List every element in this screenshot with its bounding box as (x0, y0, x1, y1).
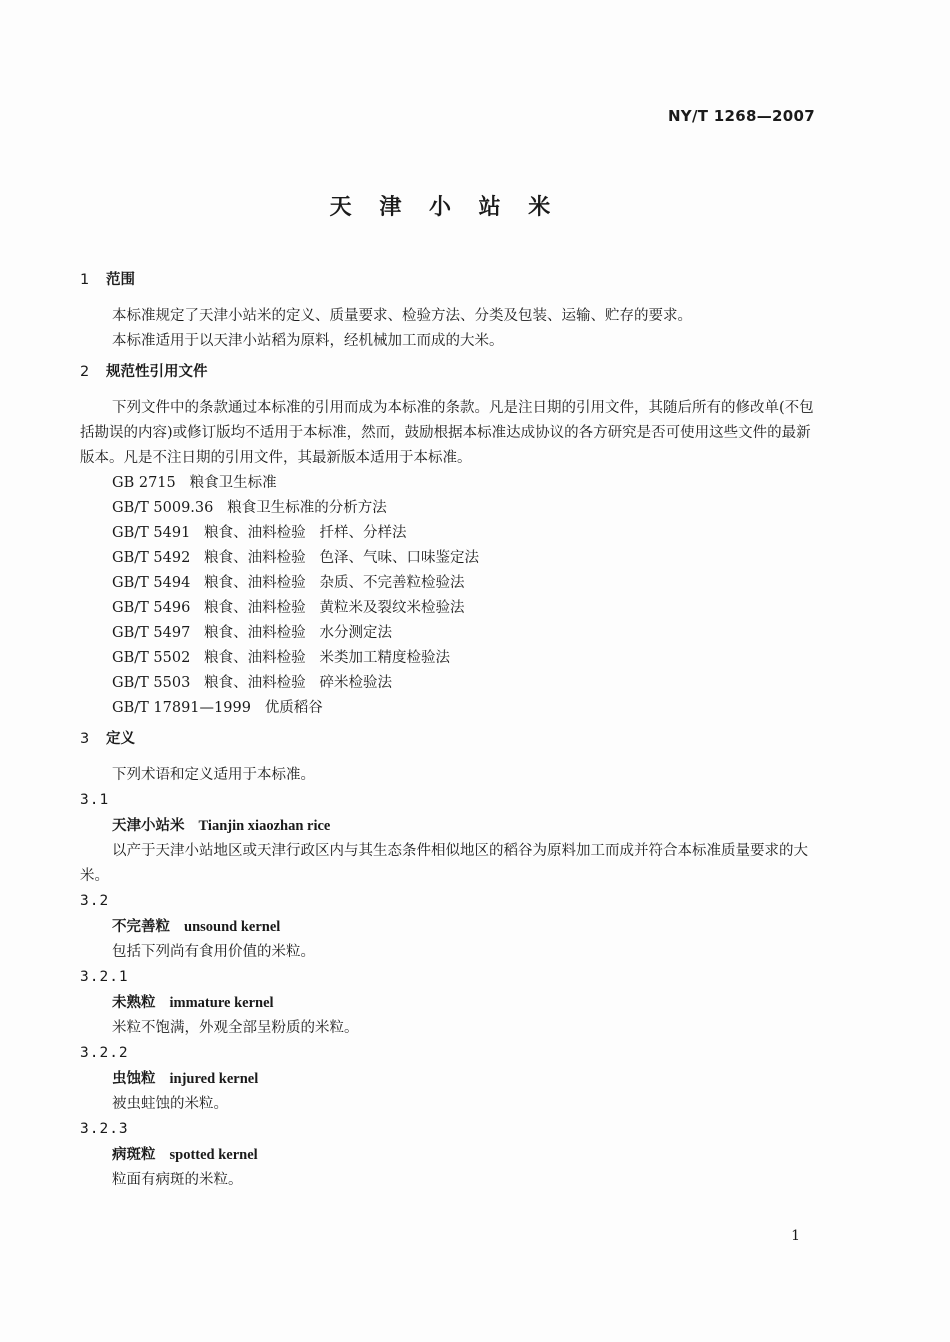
section-number: 3 (80, 731, 90, 747)
term-definition: 被虫蛀蚀的米粒。 (112, 1096, 228, 1112)
term-heading (80, 914, 820, 940)
section-heading-scope (80, 268, 820, 293)
section-number: 1 (80, 272, 90, 288)
clause-number: 3.2.3 (80, 1121, 129, 1137)
term-heading (80, 1142, 820, 1168)
reference-item: GB/T 5496 粮食、油料检验 黄粒米及裂纹米检验法 (112, 600, 465, 616)
section-heading-normative-references (80, 360, 820, 385)
reference-item: GB/T 5491 粮食、油料检验 扦样、分样法 (112, 525, 407, 541)
page-number: 1 (791, 1228, 800, 1244)
term-heading (80, 813, 820, 839)
reference-item: GB/T 17891—1999 优质稻谷 (112, 700, 323, 716)
term-heading (80, 1066, 820, 1092)
document-title: 天 津 小 站 米 (329, 195, 561, 220)
term-heading (80, 990, 820, 1016)
term-cn: 病斑粒 (112, 1146, 156, 1163)
term-definition: 以产于天津小站地区或天津行政区内与其生态条件相似地区的稻谷为原料加工而成并符合本标准质量要求的大米。 (80, 843, 808, 884)
section-title: 定义 (106, 731, 135, 747)
reference-item: GB/T 5492 粮食、油料检验 色泽、气味、口味鉴定法 (112, 550, 479, 566)
term-definition: 米粒不饱满，外观全部呈粉质的米粒。 (112, 1020, 359, 1036)
reference-item: GB 2715 粮食卫生标准 (112, 475, 277, 491)
reference-item: GB/T 5497 粮食、油料检验 水分测定法 (112, 625, 392, 641)
term-definition: 包括下列尚有食用价值的米粒。 (112, 944, 315, 960)
term-en: spotted kernel (169, 1147, 258, 1163)
document-body (80, 268, 820, 1193)
clause-number: 3.2.2 (80, 1045, 129, 1061)
term-cn: 不完善粒 (112, 918, 170, 935)
paragraph: 本标准适用于以天津小站稻为原料，经机械加工而成的大米。 (112, 333, 504, 349)
section-title: 范围 (106, 272, 135, 288)
section-title: 规范性引用文件 (106, 364, 208, 380)
clause-number: 3.2.1 (80, 969, 129, 985)
reference-item: GB/T 5502 粮食、油料检验 米类加工精度检验法 (112, 650, 450, 666)
term-en: unsound kernel (184, 919, 281, 935)
term-en: Tianjin xiaozhan rice (198, 818, 331, 834)
standard-code: NY/T 1268—2007 (667, 107, 815, 125)
reference-item: GB/T 5009.36 粮食卫生标准的分析方法 (112, 500, 387, 516)
term-cn: 未熟粒 (112, 994, 156, 1011)
section-number: 2 (80, 364, 90, 380)
section-heading-definitions (80, 727, 820, 752)
paragraph: 下列术语和定义适用于本标准。 (112, 767, 315, 783)
paragraph: 下列文件中的条款通过本标准的引用而成为本标准的条款。凡是注日期的引用文件，其随后所有的修改单(不包括勘误的内容)或修订版均不适用于本标准，然而，鼓励根据本标准达成协议的各方研究是否可使用这些文件的最新版本。凡是不注日期的引用文件，其最新版本适用于本标准。 (80, 400, 814, 466)
reference-item: GB/T 5494 粮食、油料检验 杂质、不完善粒检验法 (112, 575, 465, 591)
term-cn: 虫蚀粒 (112, 1070, 156, 1087)
clause-number: 3.2 (80, 893, 110, 909)
term-definition: 粒面有病斑的米粒。 (112, 1172, 243, 1188)
term-en: injured kernel (169, 1071, 259, 1087)
reference-item: GB/T 5503 粮食、油料检验 碎米检验法 (112, 675, 392, 691)
term-cn: 天津小站米 (112, 817, 185, 834)
paragraph: 本标准规定了天津小站米的定义、质量要求、检验方法、分类及包装、运输、贮存的要求。 (112, 308, 692, 324)
term-en: immature kernel (169, 995, 274, 1011)
clause-number: 3.1 (80, 792, 110, 808)
